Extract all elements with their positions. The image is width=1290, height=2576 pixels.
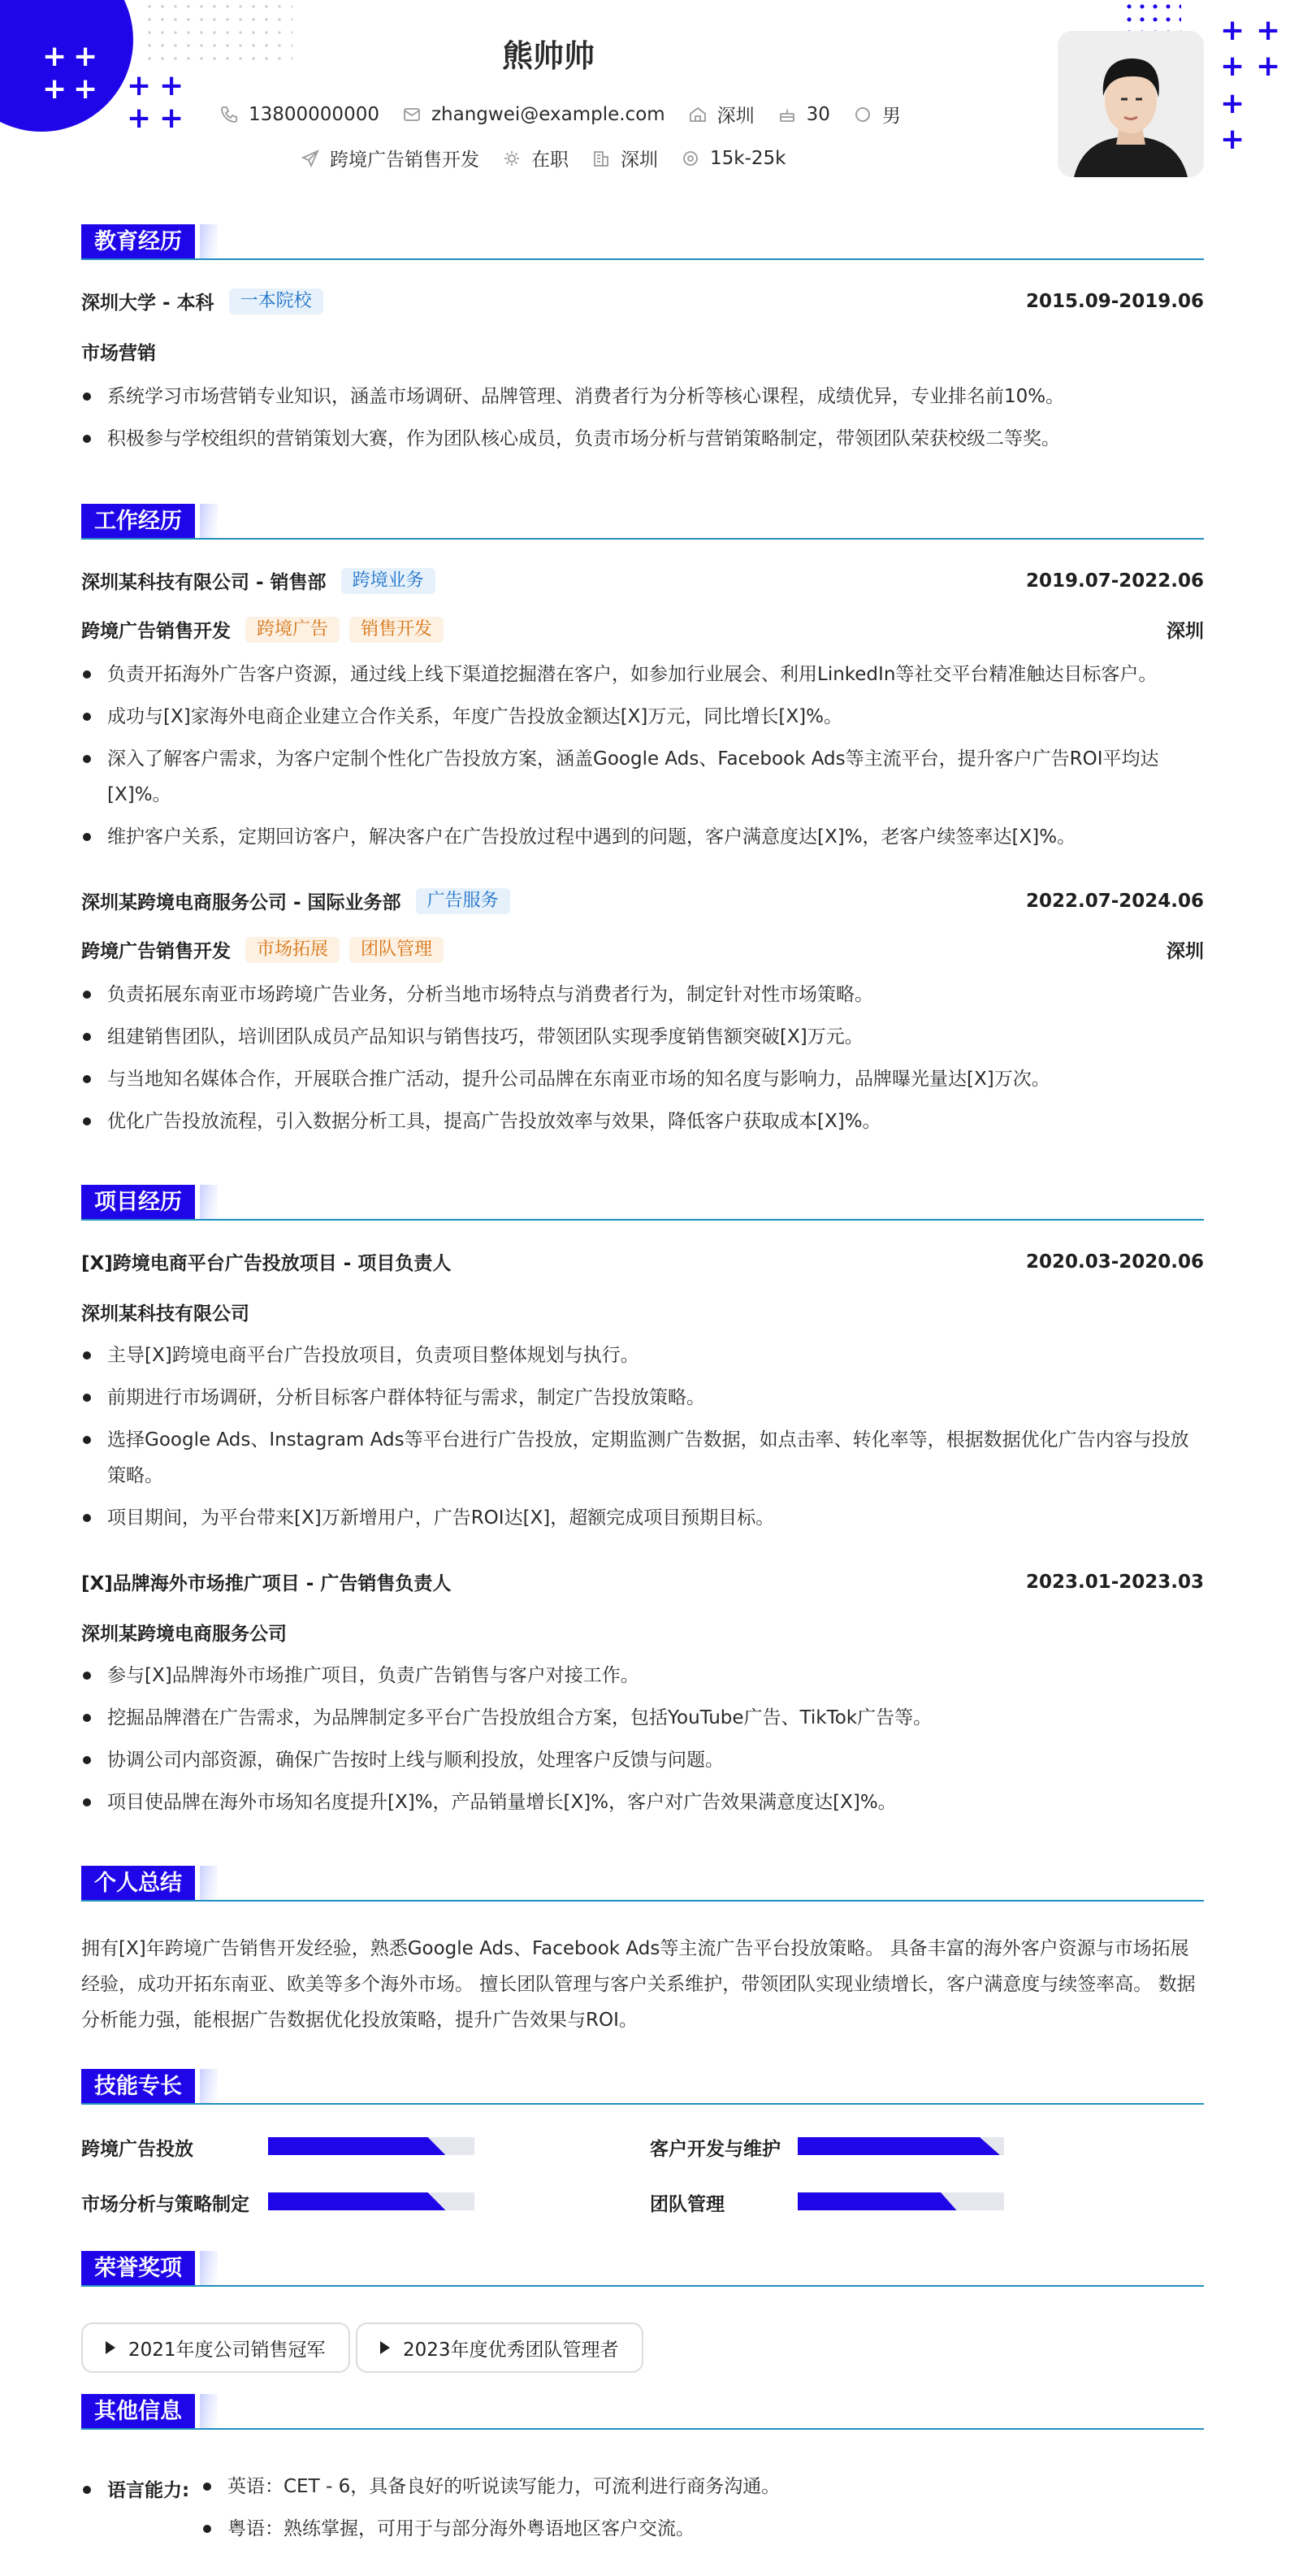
skill-name: 团队管理: [650, 2194, 725, 2215]
skill-bar: [268, 2137, 474, 2155]
section-education-header: [81, 224, 1204, 260]
language-label: [81, 2475, 189, 2502]
candidate-name: 熊帅帅: [501, 38, 595, 74]
gender-icon: [853, 105, 872, 124]
role-tag: 市场拓展: [245, 937, 340, 963]
project-company: 深圳某科技有限公司: [81, 1303, 249, 1325]
list-item: 粤语：熟练掌握，可用于与部分海外粤语地区客户交流。: [201, 2511, 1204, 2547]
project-name: [X]品牌海外市场推广项目 - 广告销售负责人: [81, 1573, 452, 1594]
summary-text: 拥有[X]年跨境广告销售开发经验，熟悉Google Ads、Facebook Ads等主流广告平台投放策略。 具备丰富的海外客户资源与市场拓展经验，成功开拓东南亚、欧美等多个海外市场。 擅长团队管理与客户关系维护，带领团队实现业绩增长，客户满意度与续签率高。 数据分析能力强，能根据广告数据优化投放策略，提升广告效果与ROI。: [81, 1938, 1196, 2031]
section-skills-header: [81, 2069, 1204, 2105]
list-item: 前期进行市场调研，分析目标客户群体特征与需求，制定广告投放策略。: [81, 1380, 1204, 1416]
section-title-tail: [200, 1185, 218, 1221]
phone-text: 13800000000: [249, 103, 379, 125]
list-item: 成功与[X]家海外电商企业建立合作关系，年度广告投放金额达[X]万元，同比增长[X]%。: [81, 699, 1204, 735]
section-title-tail: [200, 504, 218, 540]
skill-bar: [798, 2192, 1004, 2210]
job-role: 跨境广告销售开发: [81, 941, 231, 962]
list-item: 项目期间，为平台带来[X]万新增用户，广告ROI达[X]，超额完成项目预期目标。: [81, 1500, 1204, 1536]
skill-bar: [268, 2192, 474, 2210]
skill-bar-fill: [798, 2192, 957, 2210]
gender-info: [853, 101, 901, 128]
mail-icon: [402, 105, 422, 124]
plus-icon: +: [1220, 14, 1245, 47]
contact-row: [219, 101, 924, 128]
project-bullets: [81, 1338, 1204, 1542]
project-company: 深圳某跨境电商服务公司: [81, 1624, 287, 1645]
education-major: 市场营销: [81, 343, 156, 364]
education-dates: 2015.09-2019.06: [1025, 290, 1204, 312]
plus-icon: +: [73, 40, 98, 73]
section-title-tail: [200, 1866, 218, 1902]
section-title: 荣誉奖项: [81, 2251, 195, 2287]
age-text: 30: [806, 103, 830, 125]
intent-city-text: 深圳: [621, 150, 658, 171]
job-location: 深圳: [1167, 941, 1204, 962]
award-chip: [81, 2322, 350, 2373]
list-item: 系统学习市场营销专业知识，涵盖市场调研、品牌管理、消费者行为分析等核心课程，成绩优异，专业排名前10%。: [81, 379, 1204, 414]
job-bullets: [81, 657, 1204, 861]
skill-bar-fill: [268, 2192, 445, 2210]
section-awards-header: [81, 2251, 1204, 2287]
section-divider: [81, 538, 1204, 540]
list-item: 与当地知名媒体合作，开展联合推广活动，提升公司品牌在东南亚市场的知名度与影响力，品牌曝光量达[X]万次。: [81, 1061, 1204, 1097]
section-divider: [81, 2103, 1204, 2105]
list-item: 负责拓展东南亚市场跨境广告业务，分析当地市场特点与消费者行为，制定针对性市场策略。: [81, 977, 1204, 1013]
plus-icon: +: [127, 102, 152, 135]
school-line: 深圳大学 - 本科: [81, 293, 214, 314]
language-list: [201, 2469, 1204, 2553]
job-role-row: [81, 936, 1204, 963]
project-dates: 2020.03-2020.06: [1025, 1251, 1204, 1273]
section-divider: [81, 2285, 1204, 2287]
project-dates: 2023.01-2023.03: [1025, 1571, 1204, 1593]
list-item: 挖掘品牌潜在广告需求，为品牌制定多平台广告投放组合方案，包括YouTube广告、TikTok广告等。: [81, 1700, 1204, 1736]
section-title-tail: [200, 2069, 218, 2105]
plus-icon: +: [1220, 87, 1245, 120]
triangle-icon: [106, 2341, 115, 2354]
job-row: [81, 887, 1204, 914]
send-icon: [301, 149, 320, 168]
section-summary-header: [81, 1866, 1204, 1902]
award-text: 2023年度优秀团队管理者: [403, 2339, 619, 2361]
section-divider: [81, 2428, 1204, 2430]
job-dates: 2019.07-2022.06: [1025, 570, 1204, 592]
plus-icon: +: [42, 72, 67, 106]
section-divider: [81, 1900, 1204, 1902]
intent-salary-info: [681, 148, 786, 169]
section-divider: [81, 1219, 1204, 1221]
list-item: 主导[X]跨境电商平台广告投放项目，负责项目整体规划与执行。: [81, 1338, 1204, 1373]
section-title: 技能专长: [81, 2069, 195, 2105]
list-item: 项目使品牌在海外市场知名度提升[X]%，产品销量增长[X]%，客户对广告效果满意度达[X]%。: [81, 1785, 1204, 1820]
section-title: 其他信息: [81, 2394, 195, 2430]
job-company: 深圳某科技有限公司 - 销售部: [81, 572, 327, 593]
section-title: 个人总结: [81, 1866, 195, 1902]
coin-icon: [681, 149, 700, 168]
skill-name: 市场分析与策略制定: [81, 2194, 249, 2215]
intent-status-text: 在职: [531, 150, 569, 171]
plus-icon: +: [159, 69, 184, 102]
role-tag: 跨境广告: [245, 617, 340, 643]
intent-city-info: [591, 145, 658, 171]
job-tag: 跨境业务: [341, 568, 435, 594]
list-item: 组建销售团队，培训团队成员产品知识与销售技巧，带领团队实现季度销售额突破[X]万元。: [81, 1019, 1204, 1055]
list-item: 协调公司内部资源，确保广告按时上线与顺利投放，处理客户反馈与问题。: [81, 1742, 1204, 1778]
project-row: [81, 1568, 1204, 1595]
section-title-tail: [200, 224, 218, 260]
education-row: [81, 288, 1204, 314]
plus-icon: +: [42, 40, 67, 73]
home-icon: [688, 105, 708, 124]
project-bullets: [81, 1658, 1204, 1827]
section-other-header: [81, 2394, 1204, 2430]
plus-icon: +: [1220, 123, 1245, 156]
job-row: [81, 567, 1204, 594]
plus-icon: +: [1220, 50, 1245, 83]
language-label-text: 语言能力:: [107, 2480, 190, 2501]
list-item: 优化广告投放流程，引入数据分析工具，提高广告投放效率与效果，降低客户获取成本[X]%。: [81, 1104, 1204, 1139]
skill-name: 客户开发与维护: [650, 2139, 781, 2160]
project-name: [X]跨境电商平台广告投放项目 - 项目负责人: [81, 1253, 452, 1274]
list-item: 积极参与学校组织的营销策划大赛，作为团队核心成员，负责市场分析与营销策略制定，带领团队荣获校级二等奖。: [81, 421, 1204, 457]
section-title: 项目经历: [81, 1185, 195, 1221]
skill-name: 跨境广告投放: [81, 2139, 193, 2160]
role-tag: 销售开发: [349, 617, 444, 643]
plus-icon: +: [1256, 50, 1281, 83]
job-bullets: [81, 977, 1204, 1146]
list-item: 英语：CET - 6，具备良好的听说读写能力，可流利进行商务沟通。: [201, 2469, 1204, 2504]
award-chip: [356, 2322, 643, 2373]
triangle-icon: [380, 2341, 390, 2354]
list-item: 参与[X]品牌海外市场推广项目，负责广告销售与客户对接工作。: [81, 1658, 1204, 1693]
phone-info: [219, 104, 379, 125]
section-work-header: [81, 504, 1204, 540]
status-icon: [502, 149, 522, 168]
plus-icon: +: [159, 102, 184, 135]
intent-salary-text: 15k-25k: [710, 147, 786, 169]
job-role-row: [81, 616, 1204, 643]
email-text: zhangwei@example.com: [431, 103, 665, 125]
skill-bar: [798, 2137, 1004, 2155]
section-title-tail: [200, 2394, 218, 2430]
email-info: [402, 104, 665, 125]
job-company: 深圳某跨境电商服务公司 - 国际业务部: [81, 892, 401, 913]
role-tag: 团队管理: [349, 937, 444, 963]
cake-icon: [777, 105, 797, 124]
intent-position-text: 跨境广告销售开发: [330, 150, 479, 171]
section-title: 工作经历: [81, 504, 195, 540]
project-row: [81, 1248, 1204, 1275]
list-item: 选择Google Ads、Instagram Ads等平台进行广告投放，定期监测广告数据，如点击率、转化率等，根据数据优化广告内容与投放策略。: [81, 1422, 1204, 1494]
award-text: 2021年度公司销售冠军: [128, 2339, 326, 2361]
plus-icon: +: [127, 69, 152, 102]
city-text: 深圳: [716, 106, 755, 127]
list-item: 维护客户关系，定期回访客户，解决客户在广告投放过程中遇到的问题，客户满意度达[X]%，老客户续签率达[X]%。: [81, 819, 1204, 855]
skill-bar-fill: [268, 2137, 445, 2155]
education-bullets: [81, 379, 1204, 463]
building-icon: [591, 149, 611, 168]
intent-row: [301, 145, 808, 171]
age-info: [777, 104, 830, 125]
list-item: 深入了解客户需求，为客户定制个性化广告投放方案，涵盖Google Ads、Facebook Ads等主流平台，提升客户广告ROI平均达[X]%。: [81, 741, 1204, 813]
list-item: 负责开拓海外广告客户资源，通过线上线下渠道挖掘潜在客户，如参加行业展会、利用LinkedIn等社交平台精准触达目标客户。: [81, 657, 1204, 692]
plus-icon: +: [1256, 14, 1281, 47]
skill-bar-fill: [798, 2137, 1000, 2155]
city-info: [688, 101, 755, 128]
job-role: 跨境广告销售开发: [81, 621, 231, 642]
phone-icon: [219, 105, 239, 124]
plus-icon: +: [73, 72, 98, 106]
section-title-tail: [200, 2251, 218, 2287]
section-projects-header: [81, 1185, 1204, 1221]
section-divider: [81, 258, 1204, 260]
section-title: 教育经历: [81, 224, 195, 260]
job-tag: 广告服务: [416, 888, 510, 914]
profile-photo: [1058, 31, 1204, 177]
job-location: 深圳: [1167, 621, 1204, 642]
job-dates: 2022.07-2024.06: [1025, 890, 1204, 912]
intent-position-info: [301, 145, 479, 171]
intent-status-info: [502, 145, 569, 171]
dot-pattern: [1123, 0, 1181, 33]
gender-text: 男: [881, 106, 901, 127]
school-tag: 一本院校: [229, 288, 323, 314]
